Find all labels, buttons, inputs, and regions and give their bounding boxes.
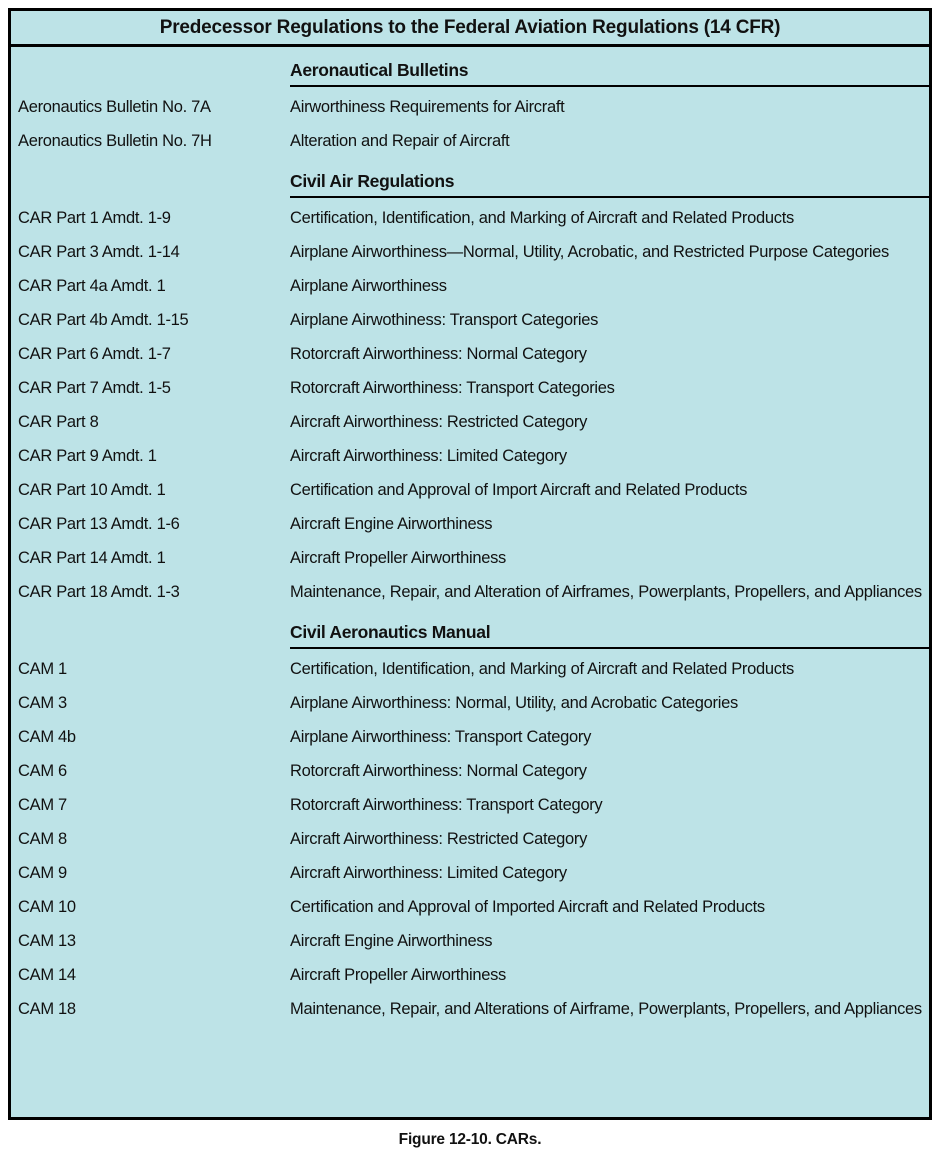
row-ref: CAR Part 10 Amdt. 1 bbox=[18, 480, 166, 499]
table-row bbox=[18, 541, 929, 575]
section-header-spacer bbox=[18, 56, 290, 87]
row-ref: CAM 1 bbox=[18, 659, 67, 678]
row-description: Airplane Airworthiness: Transport Category bbox=[290, 727, 592, 746]
table-row bbox=[18, 337, 929, 371]
row-ref: CAR Part 9 Amdt. 1 bbox=[18, 446, 157, 465]
table-row bbox=[18, 473, 929, 507]
row-description: Rotorcraft Airworthiness: Transport Category bbox=[290, 795, 603, 814]
row-description: Certification, Identification, and Marking of Aircraft and Related Products bbox=[290, 208, 794, 227]
table-row bbox=[18, 652, 929, 686]
row-ref: CAM 18 bbox=[18, 999, 76, 1018]
row-ref: CAM 6 bbox=[18, 761, 67, 780]
row-description: Aircraft Airworthiness: Limited Category bbox=[290, 863, 567, 882]
row-description: Airplane Airworthiness—Normal, Utility, Acrobatic, and Restricted Purpose Categories bbox=[290, 242, 890, 261]
row-ref: CAR Part 18 Amdt. 1-3 bbox=[18, 582, 180, 601]
table-row bbox=[18, 924, 929, 958]
section-header-row bbox=[18, 167, 929, 198]
row-ref: CAM 13 bbox=[18, 931, 76, 950]
table-row bbox=[18, 371, 929, 405]
table-row bbox=[18, 686, 929, 720]
section-header: Civil Air Regulations bbox=[290, 167, 929, 198]
row-description: Aircraft Airworthiness: Restricted Category bbox=[290, 829, 588, 848]
row-description: Rotorcraft Airworthiness: Normal Category bbox=[290, 761, 587, 780]
row-ref: CAR Part 13 Amdt. 1-6 bbox=[18, 514, 180, 533]
figure-caption: Figure 12-10. CARs. bbox=[398, 1131, 542, 1148]
table-row bbox=[18, 269, 929, 303]
row-ref: CAR Part 7 Amdt. 1-5 bbox=[18, 378, 171, 397]
section-header-row bbox=[18, 618, 929, 649]
row-description: Aircraft Engine Airworthiness bbox=[290, 514, 493, 533]
row-description: Certification, Identification, and Marking of Aircraft and Related Products bbox=[290, 659, 794, 678]
row-description: Maintenance, Repair, and Alterations of Airframe, Powerplants, Propellers, and Appliances bbox=[290, 999, 922, 1018]
table-row bbox=[18, 720, 929, 754]
row-ref: CAR Part 1 Amdt. 1-9 bbox=[18, 208, 171, 227]
table-row bbox=[18, 754, 929, 788]
section-header: Aeronautical Bulletins bbox=[290, 56, 929, 87]
row-ref: CAM 9 bbox=[18, 863, 67, 882]
row-description: Airworthiness Requirements for Aircraft bbox=[290, 97, 565, 116]
row-ref: CAR Part 6 Amdt. 1-7 bbox=[18, 344, 171, 363]
table-row bbox=[18, 992, 929, 1026]
table-row bbox=[18, 507, 929, 541]
row-description: Airplane Airworthiness bbox=[290, 276, 447, 295]
row-ref: Aeronautics Bulletin No. 7A bbox=[18, 97, 211, 116]
table-row bbox=[18, 235, 929, 269]
table-row bbox=[18, 303, 929, 337]
predecessor-regulations-table bbox=[8, 8, 932, 1120]
table-row bbox=[18, 405, 929, 439]
table-row bbox=[18, 439, 929, 473]
table-row bbox=[18, 575, 929, 609]
table-row bbox=[18, 788, 929, 822]
row-ref: CAM 7 bbox=[18, 795, 67, 814]
row-ref: CAR Part 8 bbox=[18, 412, 99, 431]
row-ref: CAR Part 4b Amdt. 1-15 bbox=[18, 310, 189, 329]
section-header-spacer bbox=[18, 618, 290, 649]
row-description: Rotorcraft Airworthiness: Transport Categories bbox=[290, 378, 615, 397]
row-description: Rotorcraft Airworthiness: Normal Category bbox=[290, 344, 587, 363]
table-row bbox=[18, 890, 929, 924]
row-description: Certification and Approval of Imported Aircraft and Related Products bbox=[290, 897, 765, 916]
section-header-spacer bbox=[18, 167, 290, 198]
table-row bbox=[18, 201, 929, 235]
row-ref: Aeronautics Bulletin No. 7H bbox=[18, 131, 212, 150]
row-ref: CAM 10 bbox=[18, 897, 76, 916]
row-ref: CAR Part 3 Amdt. 1-14 bbox=[18, 242, 180, 261]
row-description: Aircraft Engine Airworthiness bbox=[290, 931, 493, 950]
row-ref: CAM 3 bbox=[18, 693, 67, 712]
row-description: Aircraft Propeller Airworthiness bbox=[290, 965, 506, 984]
table-row bbox=[18, 856, 929, 890]
row-description: Certification and Approval of Import Aircraft and Related Products bbox=[290, 480, 748, 499]
row-ref: CAR Part 14 Amdt. 1 bbox=[18, 548, 166, 567]
row-ref: CAM 14 bbox=[18, 965, 76, 984]
row-description: Maintenance, Repair, and Alteration of Airframes, Powerplants, Propellers, and Appliances bbox=[290, 582, 922, 601]
table-row bbox=[18, 958, 929, 992]
table-row bbox=[18, 90, 929, 124]
row-description: Alteration and Repair of Aircraft bbox=[290, 131, 510, 150]
table-body bbox=[11, 56, 929, 1026]
row-ref: CAR Part 4a Amdt. 1 bbox=[18, 276, 166, 295]
row-description: Aircraft Airworthiness: Restricted Category bbox=[290, 412, 588, 431]
table-title: Predecessor Regulations to the Federal Aviation Regulations (14 CFR) bbox=[11, 11, 929, 47]
row-description: Aircraft Airworthiness: Limited Category bbox=[290, 446, 567, 465]
row-ref: CAM 8 bbox=[18, 829, 67, 848]
row-description: Airplane Airwothiness: Transport Categories bbox=[290, 310, 599, 329]
row-description: Aircraft Propeller Airworthiness bbox=[290, 548, 506, 567]
row-ref: CAM 4b bbox=[18, 727, 76, 746]
section-header-row bbox=[18, 56, 929, 87]
table-row bbox=[18, 822, 929, 856]
section-header: Civil Aeronautics Manual bbox=[290, 618, 929, 649]
table-row bbox=[18, 124, 929, 158]
row-description: Airplane Airworthiness: Normal, Utility, and Acrobatic Categories bbox=[290, 693, 738, 712]
